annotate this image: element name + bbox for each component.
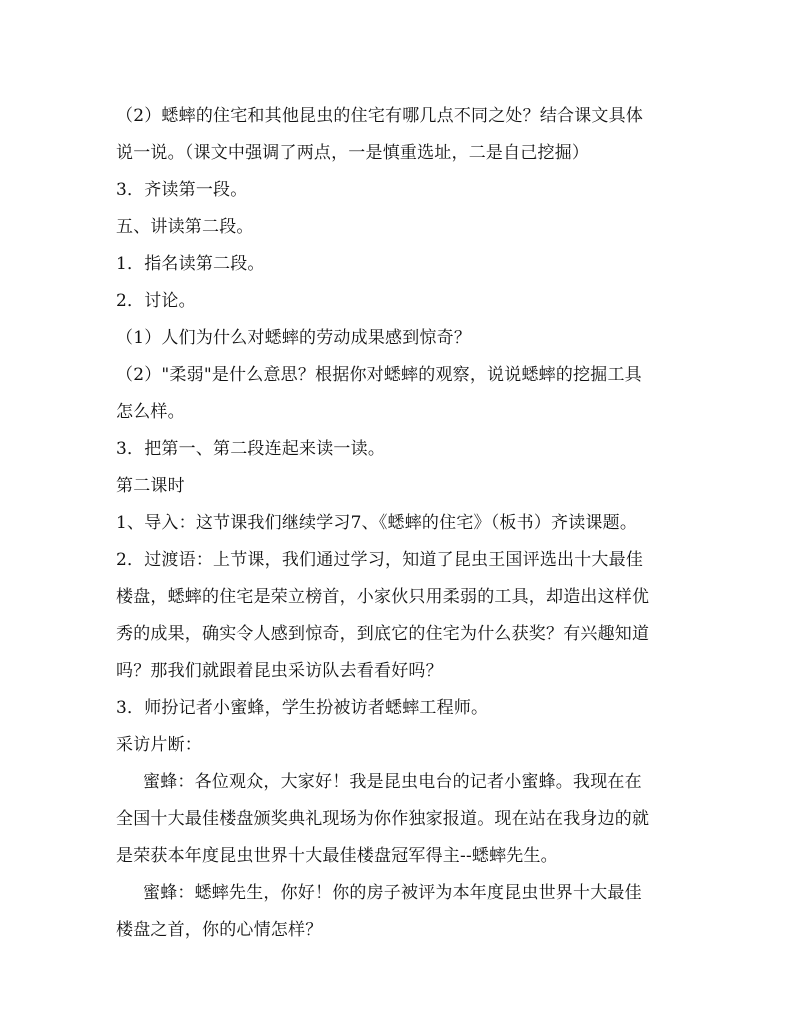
text-line-discussion-2-cont: 怎么样。	[116, 402, 185, 422]
dialogue-line-bee-2: 蜜蜂：蟋蟀先生，你好！你的房子被评为本年度昆虫世界十大最佳	[143, 883, 642, 903]
text-line-discussion-1: （1）人们为什么对蟋蟀的劳动成果感到惊奇？	[116, 328, 472, 348]
section-heading-5: 五、讲读第二段。	[116, 217, 254, 237]
text-line-role-play: 3．师扮记者小蜜蜂，学生扮被访者蟋蟀工程师。	[116, 698, 489, 718]
text-line-transition-cont-1: 楼盘，蟋蟀的住宅是荣立榜首，小家伙只用柔弱的工具，却造出这样优	[116, 587, 650, 607]
dialogue-line-bee-1-cont-1: 全国十大最佳楼盘颁奖典礼现场为你作独家报道。现在站在我身边的就	[116, 809, 650, 829]
text-line-step-3-connect: 3．把第一、第二段连起来读一读。	[116, 439, 386, 459]
text-line-question-2-cont: 说一说。（课文中强调了两点，一是慎重选址，二是自己挖掘）	[116, 143, 590, 163]
dialogue-line-bee-1-cont-2: 是荣获本年度昆虫世界十大最佳楼盘冠军得主--蟋蟀先生。	[116, 846, 558, 866]
text-line-step-1: 1．指名读第二段。	[116, 254, 265, 274]
text-line-step-3-read-first: 3．齐读第一段。	[116, 180, 248, 200]
text-line-transition: 2．过渡语：上节课，我们通过学习，知道了昆虫王国评选出十大最佳	[116, 550, 644, 570]
dialogue-line-bee-2-cont: 楼盘之首，你的心情怎样？	[116, 920, 323, 940]
text-line-discussion-2: （2）"柔弱"是什么意思？根据你对蟋蟀的观察，说说蟋蟀的挖掘工具	[116, 365, 642, 385]
text-line-step-2: 2．讨论。	[116, 291, 196, 311]
dialogue-line-bee-1: 蜜蜂：各位观众，大家好！我是昆虫电台的记者小蜜蜂。我现在在	[143, 772, 642, 792]
section-heading-second-lesson: 第二课时	[116, 476, 185, 496]
text-line-transition-cont-2: 秀的成果，确实令人感到惊奇，到底它的住宅为什么获奖？有兴趣知道	[116, 624, 650, 644]
text-line-question-2: （2）蟋蟀的住宅和其他昆虫的住宅有哪几点不同之处？结合课文具体	[116, 106, 644, 126]
text-line-transition-cont-3: 吗？那我们就跟着昆虫采访队去看看好吗？	[116, 661, 443, 681]
text-line-interview-heading: 采访片断：	[116, 735, 202, 755]
text-line-intro: 1、导入：这节课我们继续学习7、《蟋蟀的住宅》（板书）齐读课题。	[116, 513, 638, 533]
